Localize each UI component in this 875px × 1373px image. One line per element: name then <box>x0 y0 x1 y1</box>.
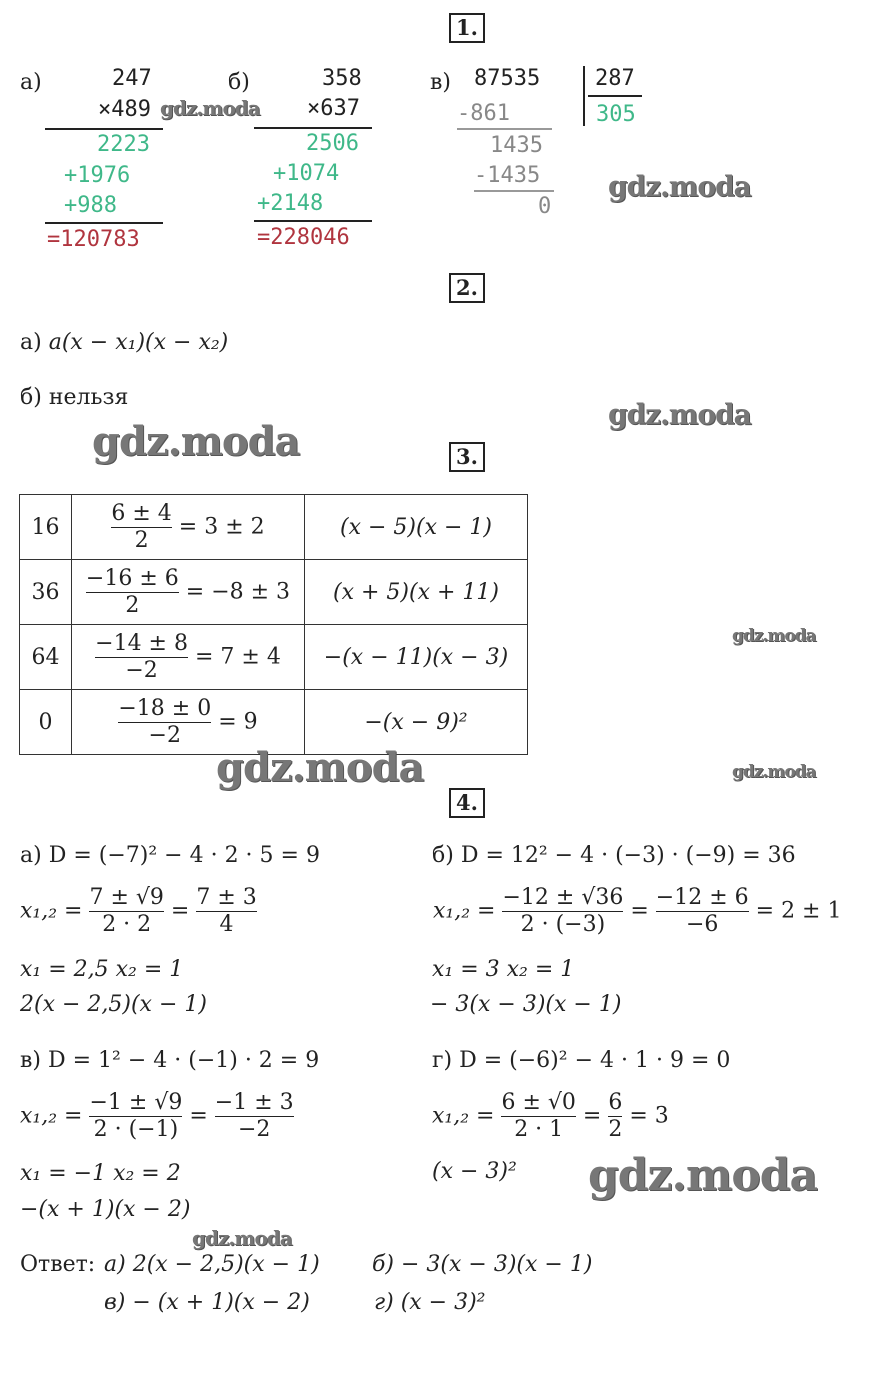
task-number-4: 4. <box>449 788 485 818</box>
numerator: −18 ± 0 <box>118 695 212 721</box>
task-number-3: 3. <box>449 442 485 472</box>
numerator: −1 ± 3 <box>214 1090 294 1115</box>
denominator: 2 <box>86 592 179 619</box>
discriminant: 16 <box>20 495 72 560</box>
rule <box>254 127 372 129</box>
discriminant-line: г) D = (−6)² − 4 · 1 · 9 = 0 <box>432 1048 731 1073</box>
table-row <box>20 560 528 625</box>
roots-formula <box>20 885 257 938</box>
label: а) <box>20 330 42 355</box>
watermark: gdz.moda <box>192 1226 292 1250</box>
partial-1: 2506 <box>306 131 359 156</box>
denominator: −2 <box>118 722 211 749</box>
factorization-text: − 3(x − 3)(x − 1) <box>430 992 622 1017</box>
factorization-text: 2(x − 2,5)(x − 1) <box>20 992 207 1017</box>
formula: a(x − x₁)(x − x₂) <box>48 330 229 355</box>
discriminant-line: б) D = 12² − 4 · (−3) · (−9) = 36 <box>432 843 796 868</box>
numerator: 6 ± √0 <box>501 1090 576 1115</box>
factorization-text: −(x − 11)(x − 3) <box>323 644 509 670</box>
rule <box>45 128 163 130</box>
roots-formula <box>432 1090 669 1143</box>
answer-v <box>104 1290 310 1315</box>
numerator: 7 ± 3 <box>196 885 257 910</box>
roots-cell <box>72 560 305 625</box>
roots-text: x₁ = 3 x₂ = 1 <box>432 957 575 982</box>
result: = 3 <box>629 1103 669 1129</box>
numerator: −1 ± √9 <box>89 1090 183 1115</box>
partial-2: +1074 <box>273 161 340 186</box>
partial-2: +1976 <box>64 163 131 188</box>
roots-label: x₁,₂ = <box>20 1103 83 1129</box>
equals: = <box>630 898 649 924</box>
subtract-2: -1435 <box>474 163 541 188</box>
answer-b <box>372 1252 592 1277</box>
roots <box>20 957 183 982</box>
answer-g <box>374 1290 486 1315</box>
rule <box>457 128 552 130</box>
answer-g-text: г) (x − 3)² <box>374 1290 486 1315</box>
result: = 3 ± 2 <box>178 514 265 539</box>
discriminant: 0 <box>20 690 72 755</box>
numerator: −14 ± 8 <box>95 630 188 656</box>
numerator: −12 ± √36 <box>502 885 624 910</box>
product: =228046 <box>257 225 350 250</box>
discriminant-line: в) D = 1² − 4 · (−1) · 2 = 9 <box>20 1048 320 1073</box>
table-row <box>20 625 528 690</box>
watermark: gdz.moda <box>588 1150 818 1201</box>
roots <box>20 1161 181 1186</box>
roots-label: x₁,₂ = <box>432 1103 495 1129</box>
watermark: gdz.moda <box>160 96 260 120</box>
watermark: gdz.moda <box>608 170 751 203</box>
answer-v-text: в) − (x + 1)(x − 2) <box>104 1290 310 1315</box>
denominator: −2 <box>95 657 188 684</box>
watermark: gdz.moda <box>608 398 751 431</box>
subtract-1: -861 <box>457 101 510 126</box>
rule <box>254 220 372 222</box>
answer-label: Ответ: <box>20 1252 96 1277</box>
factorization <box>305 625 528 690</box>
discriminant: 36 <box>20 560 72 625</box>
denominator: 2 · (−3) <box>502 911 623 938</box>
task2-a <box>20 330 228 355</box>
roots-label: x₁,₂ = <box>433 898 496 924</box>
equals: = <box>582 1103 602 1129</box>
factor-bottom: ×637 <box>307 96 360 121</box>
denominator: 2 · (−1) <box>89 1116 182 1143</box>
watermark: gdz.moda <box>92 418 300 465</box>
factor-bottom: ×489 <box>98 97 151 122</box>
rule <box>474 190 554 192</box>
roots-text: x₁ = 2,5 x₂ = 1 <box>20 957 184 982</box>
factorization <box>20 1197 190 1222</box>
label: б) <box>228 70 250 95</box>
numerator: 6 ± 4 <box>111 500 172 526</box>
label: в) <box>430 70 451 95</box>
answer-b-text: б) − 3(x − 3)(x − 1) <box>372 1252 593 1277</box>
answer-a-text: а) 2(x − 2,5)(x − 1) <box>104 1252 320 1277</box>
factor-top: 358 <box>322 66 362 91</box>
division-bar <box>583 66 585 126</box>
dividend: 87535 <box>474 66 541 91</box>
numerator: −16 ± 6 <box>85 565 179 591</box>
factorization <box>305 560 528 625</box>
label: а) <box>20 70 42 95</box>
factorization <box>20 992 207 1017</box>
remainder-2: 0 <box>538 194 552 219</box>
roots-cell <box>72 625 305 690</box>
factorization-text: −(x + 1)(x − 2) <box>20 1197 191 1222</box>
remainder-1: 1435 <box>490 133 543 158</box>
denominator: 2 · 2 <box>89 911 163 938</box>
partial-1: 2223 <box>97 132 150 157</box>
denominator: −6 <box>656 911 749 938</box>
factorization-text: (x − 5)(x − 1) <box>340 514 492 540</box>
roots-cell <box>72 495 305 560</box>
task3-table <box>19 494 528 755</box>
numerator: −12 ± 6 <box>655 885 749 910</box>
numerator: 6 <box>608 1090 623 1115</box>
watermark: gdz.moda <box>732 626 816 646</box>
result: = −8 ± 3 <box>185 579 291 604</box>
roots-text: x₁ = −1 x₂ = 2 <box>20 1161 181 1186</box>
numerator: 7 ± √9 <box>89 885 164 910</box>
roots-label: x₁,₂ = <box>20 898 83 924</box>
quotient: 305 <box>596 102 636 127</box>
discriminant: 64 <box>20 625 72 690</box>
discriminant-line: а) D = (−7)² − 4 · 2 · 5 = 9 <box>20 843 320 868</box>
result: = 9 <box>218 709 258 734</box>
result: = 2 ± 1 <box>755 898 842 924</box>
task-number-2: 2. <box>449 273 485 303</box>
answer-a <box>104 1252 320 1277</box>
denominator: 2 <box>111 527 171 554</box>
roots-formula <box>20 1090 294 1143</box>
partial-3: +988 <box>64 193 117 218</box>
factorization-text: (x − 3)² <box>432 1159 517 1184</box>
rule <box>588 95 642 97</box>
factor-top: 247 <box>112 66 152 91</box>
watermark: gdz.moda <box>216 744 424 791</box>
factorization-text: (x + 5)(x + 11) <box>333 579 499 605</box>
roots <box>432 957 574 982</box>
factorization-text: −(x − 9)² <box>364 709 468 735</box>
roots-formula <box>433 885 841 938</box>
table-row <box>20 495 528 560</box>
denominator: −2 <box>215 1116 294 1143</box>
partial-3: +2148 <box>257 191 324 216</box>
equals: = <box>189 1103 208 1129</box>
denominator: 2 · 1 <box>501 1116 575 1143</box>
equals: = <box>170 898 190 924</box>
product: =120783 <box>47 227 140 252</box>
factorization <box>305 495 528 560</box>
divisor: 287 <box>595 66 635 91</box>
denominator: 2 <box>608 1117 623 1142</box>
factorization <box>430 992 621 1017</box>
rule <box>45 222 163 224</box>
denominator: 4 <box>196 911 256 938</box>
result: = 7 ± 4 <box>195 644 281 669</box>
factorization <box>432 1159 517 1184</box>
task2-b: б) нельзя <box>20 385 129 410</box>
watermark: gdz.moda <box>732 762 816 782</box>
task-number-1: 1. <box>449 13 485 43</box>
